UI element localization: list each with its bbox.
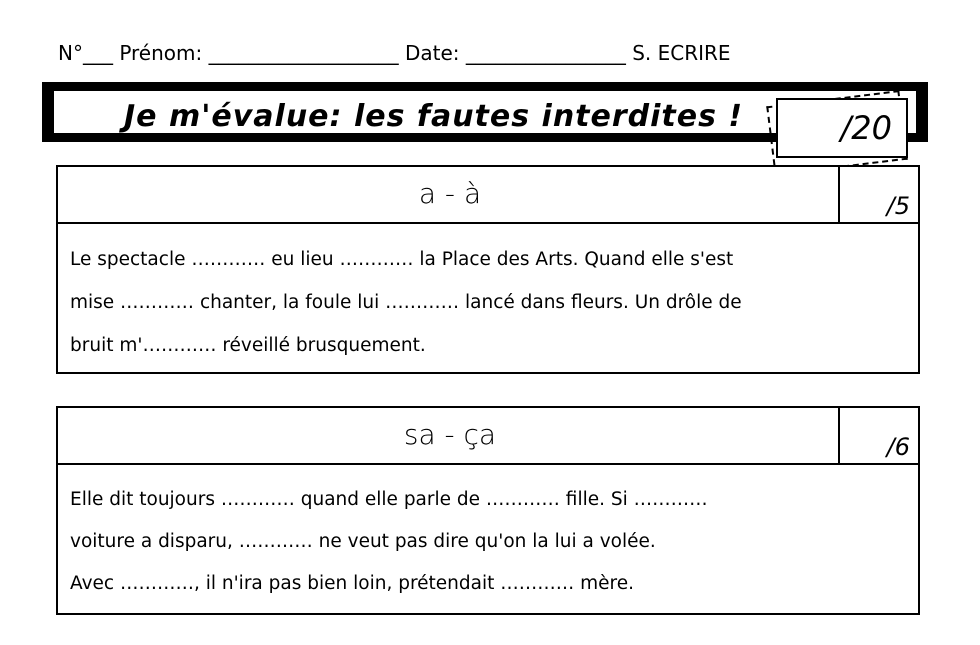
exercise-section-a — [56, 165, 920, 374]
section-score-cell — [838, 167, 918, 222]
exercise-line: Avec …………, il n'ira pas bien loin, prétendait ………… mère. — [70, 573, 634, 594]
section-score: /5 — [886, 192, 910, 220]
section-body — [58, 465, 918, 605]
total-score-box — [776, 98, 908, 158]
exercise-line: Le spectacle ………… eu lieu ………… la Place des Arts. Quand elle s'est — [70, 249, 734, 270]
section-score-cell — [838, 408, 918, 463]
section-header — [58, 408, 918, 465]
exercise-line: bruit m'………… réveillé brusquement. — [70, 335, 426, 356]
exercise-section-sa — [56, 406, 920, 615]
section-title: a - à — [418, 177, 482, 210]
section-body — [58, 224, 918, 367]
exercise-line: voiture a disparu, ………… ne veut pas dire qu'on la lui a volée. — [70, 531, 656, 552]
section-header — [58, 167, 918, 224]
exercise-line: Elle dit toujours ………… quand elle parle de ………… fille. Si ………… — [70, 489, 708, 510]
total-score: /20 — [840, 109, 892, 147]
header-line: N°___ Prénom: ___________________ Date: ________________ S. ECRIRE — [58, 41, 731, 65]
section-title: sa - ça — [403, 418, 497, 451]
exercise-line: mise ………… chanter, la foule lui ………… lancé dans fleurs. Un drôle de — [70, 292, 742, 313]
page-title: Je m'évalue: les fautes interdites ! — [124, 99, 744, 134]
section-score: /6 — [886, 433, 910, 461]
